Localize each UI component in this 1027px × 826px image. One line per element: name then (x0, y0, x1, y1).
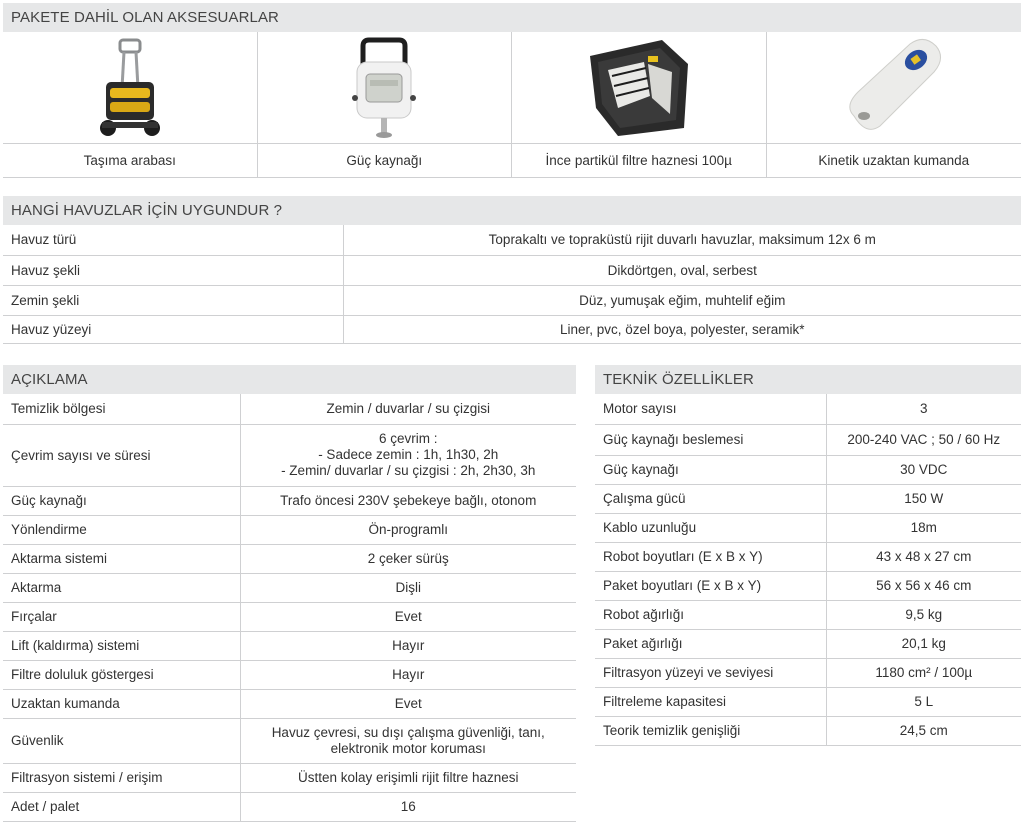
table-row (3, 394, 576, 424)
specs-key: Filtreleme kapasitesi (595, 687, 826, 716)
description-table (3, 394, 576, 822)
table-row (3, 573, 576, 602)
specs-value: 24,5 cm (826, 716, 1021, 745)
pools-value: Düz, yumuşak eğim, muhtelif eğim (343, 285, 1021, 315)
accessory-label: Kinetik uzaktan kumanda (767, 144, 1022, 178)
specs-value: 1180 cm² / 100µ (826, 658, 1021, 687)
description-value: 16 (240, 792, 576, 821)
pools-header (3, 196, 1021, 225)
table-row (595, 424, 1021, 455)
table-row (3, 424, 576, 486)
description-key: Çevrim sayısı ve süresi (3, 424, 240, 486)
specs-value: 9,5 kg (826, 600, 1021, 629)
specs-key: Çalışma gücü (595, 484, 826, 513)
description-value: Evet (240, 689, 576, 718)
specs-key: Motor sayısı (595, 394, 826, 424)
description-value: 6 çevrim : - Sadece zemin : 1h, 1h30, 2h - Zemin/ duvarlar / su çizgisi : 2h, 2h30, 3h (240, 424, 576, 486)
table-row (3, 315, 1021, 343)
accessory-filter (512, 32, 767, 178)
table-row (595, 629, 1021, 658)
specs-key: Güç kaynağı beslemesi (595, 424, 826, 455)
accessory-label: Güç kaynağı (258, 144, 512, 178)
description-value: Havuz çevresi, su dışı çalışma güvenliği, tanı, elektronik motor koruması (240, 718, 576, 763)
description-key: Güç kaynağı (3, 486, 240, 515)
accessories-grid (3, 32, 1021, 178)
specs-key: Paket ağırlığı (595, 629, 826, 658)
table-row (595, 571, 1021, 600)
accessory-caddy (3, 32, 258, 178)
accessory-label: İnce partikül filtre haznesi 100µ (512, 144, 766, 178)
table-row (3, 689, 576, 718)
specs-key: Robot ağırlığı (595, 600, 826, 629)
table-row (595, 513, 1021, 542)
specs-header (595, 365, 1021, 394)
specs-key: Teorik temizlik genişliği (595, 716, 826, 745)
specs-key: Güç kaynağı (595, 455, 826, 484)
pools-value: Toprakaltı ve topraküstü rijit duvarlı havuzlar, maksimum 12x 6 m (343, 225, 1021, 255)
description-key: Adet / palet (3, 792, 240, 821)
description-key: Filtre doluluk göstergesi (3, 660, 240, 689)
description-key: Filtrasyon sistemi / erişim (3, 763, 240, 792)
table-row (3, 631, 576, 660)
table-row (595, 687, 1021, 716)
pools-table (3, 225, 1021, 344)
specs-value: 56 x 56 x 46 cm (826, 571, 1021, 600)
accessory-label: Taşıma arabası (3, 144, 257, 178)
description-key: Fırçalar (3, 602, 240, 631)
table-row (595, 542, 1021, 571)
table-row (3, 660, 576, 689)
description-value: Dişli (240, 573, 576, 602)
accessories-header (3, 3, 1021, 32)
pools-value: Liner, pvc, özel boya, polyester, seramik* (343, 315, 1021, 343)
table-row (595, 658, 1021, 687)
specs-title: TEKNİK ÖZELLİKLER (603, 371, 754, 388)
table-row (3, 515, 576, 544)
table-row (3, 225, 1021, 255)
description-value: 2 çeker sürüş (240, 544, 576, 573)
description-value: Hayır (240, 660, 576, 689)
table-row (3, 486, 576, 515)
specs-value: 200-240 VAC ; 50 / 60 Hz (826, 424, 1021, 455)
table-row (3, 602, 576, 631)
accessory-power-supply (258, 32, 513, 178)
specs-key: Paket boyutları (E x B x Y) (595, 571, 826, 600)
accessories-title: PAKETE DAHİL OLAN AKSESUARLAR (11, 9, 279, 26)
pools-value: Dikdörtgen, oval, serbest (343, 255, 1021, 285)
specs-value: 20,1 kg (826, 629, 1021, 658)
description-key: Güvenlik (3, 718, 240, 763)
table-row (595, 716, 1021, 745)
accessory-remote (767, 32, 1022, 178)
description-key: Lift (kaldırma) sistemi (3, 631, 240, 660)
caddy-cart-image (90, 36, 170, 140)
remote-control-image (834, 36, 954, 140)
specs-key: Robot boyutları (E x B x Y) (595, 542, 826, 571)
pools-key: Havuz yüzeyi (3, 315, 343, 343)
pools-title: HANGİ HAVUZLAR İÇİN UYGUNDUR ? (11, 202, 283, 219)
specs-key: Filtrasyon yüzeyi ve seviyesi (595, 658, 826, 687)
table-row (595, 484, 1021, 513)
specs-value: 18m (826, 513, 1021, 542)
table-row (595, 394, 1021, 424)
specs-key: Kablo uzunluğu (595, 513, 826, 542)
description-key: Temizlik bölgesi (3, 394, 240, 424)
table-row (595, 455, 1021, 484)
description-key: Aktarma (3, 573, 240, 602)
description-title: AÇIKLAMA (11, 371, 88, 388)
table-row (3, 544, 576, 573)
specs-value: 5 L (826, 687, 1021, 716)
pools-key: Havuz şekli (3, 255, 343, 285)
specs-value: 3 (826, 394, 1021, 424)
filter-basket-image (584, 36, 694, 140)
description-value: Üstten kolay erişimli rijit filtre haznesi (240, 763, 576, 792)
description-value: Evet (240, 602, 576, 631)
specs-value: 150 W (826, 484, 1021, 513)
specs-table (595, 394, 1021, 746)
description-value: Zemin / duvarlar / su çizgisi (240, 394, 576, 424)
pools-key: Zemin şekli (3, 285, 343, 315)
description-key: Yönlendirme (3, 515, 240, 544)
description-value: Hayır (240, 631, 576, 660)
specs-value: 43 x 48 x 27 cm (826, 542, 1021, 571)
table-row (3, 763, 576, 792)
description-key: Aktarma sistemi (3, 544, 240, 573)
table-row (3, 718, 576, 763)
description-value: Ön-programlı (240, 515, 576, 544)
table-row (3, 285, 1021, 315)
table-row (3, 255, 1021, 285)
specs-value: 30 VDC (826, 455, 1021, 484)
pools-key: Havuz türü (3, 225, 343, 255)
description-header (3, 365, 576, 394)
table-row (3, 792, 576, 821)
table-row (595, 600, 1021, 629)
description-value: Trafo öncesi 230V şebekeye bağlı, otonom (240, 486, 576, 515)
power-supply-image (349, 36, 419, 140)
description-key: Uzaktan kumanda (3, 689, 240, 718)
